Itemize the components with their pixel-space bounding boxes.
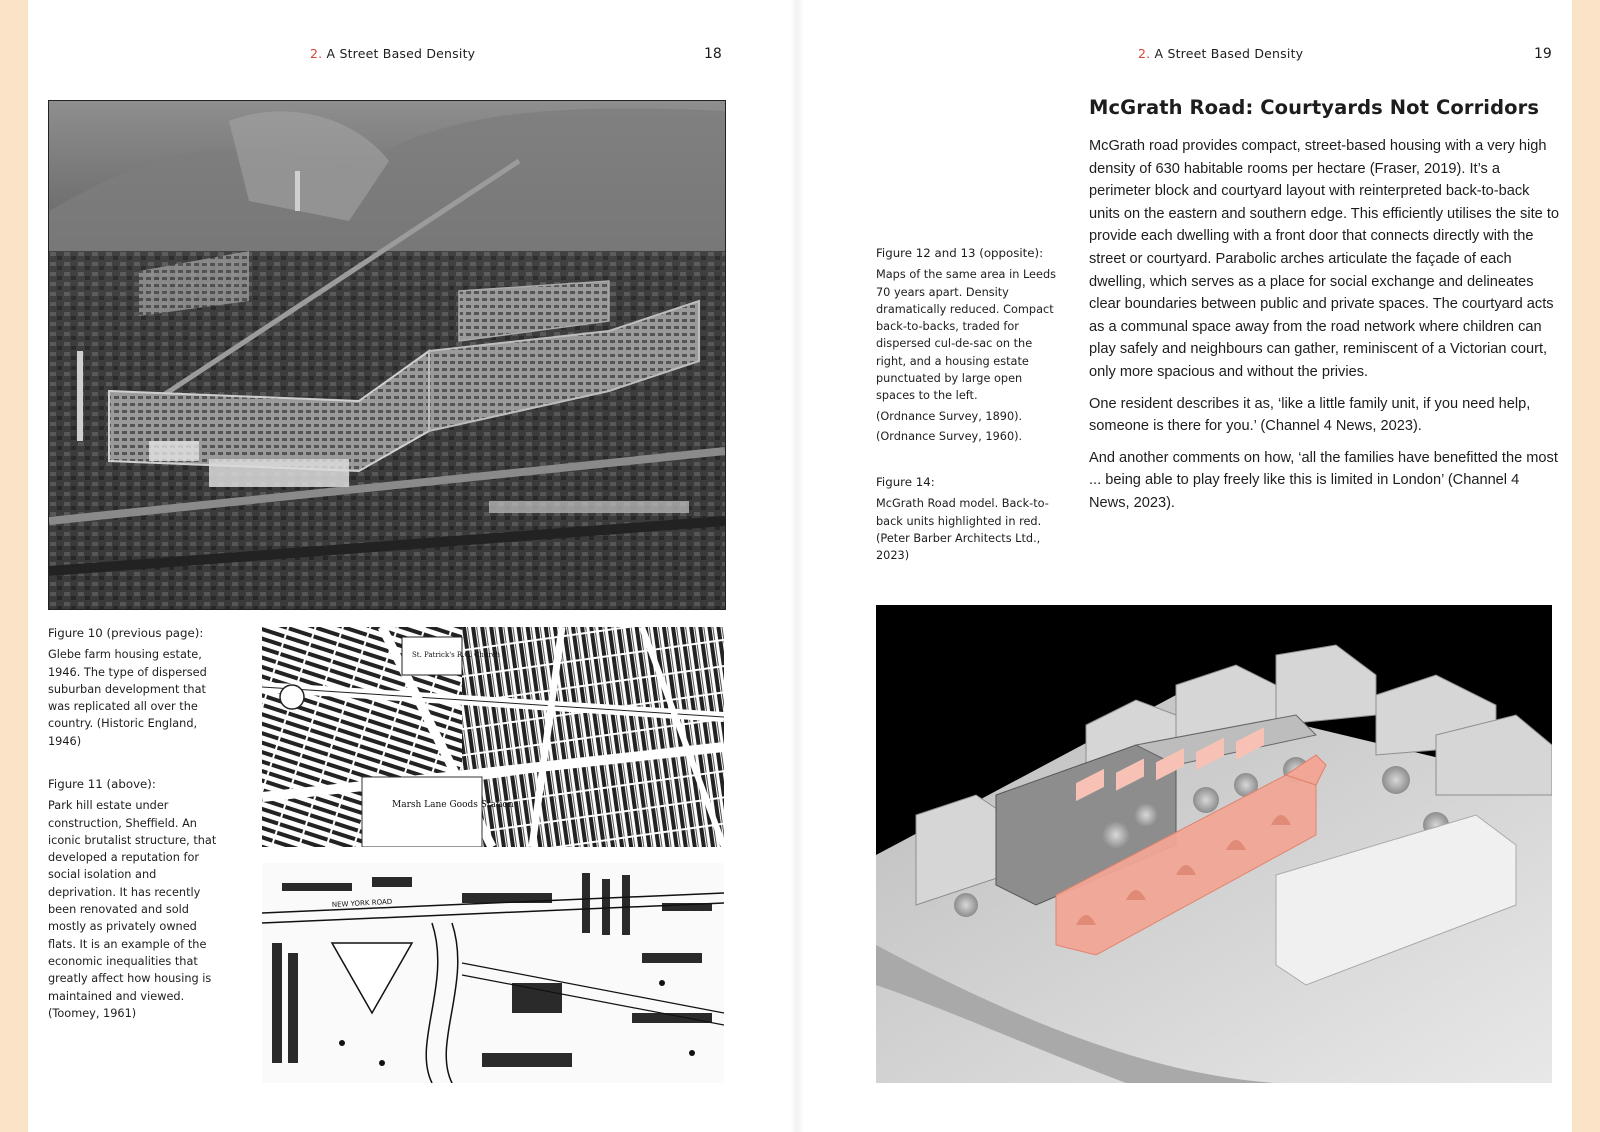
chapter-title: A Street Based Density — [326, 46, 476, 61]
caption-title: Figure 14: — [876, 475, 935, 489]
caption-text: McGrath Road model. Back-to-back units highlighted in red. (Peter Barber Architects Ltd., 2023) — [876, 497, 1049, 563]
body-paragraph-1: McGrath road provides compact, street-based housing with a very high density of 630 habitable rooms per hectare (Fraser, 2019). It’s a perimeter block and courtyard layout with reinterpreted back-to-back units on the eastern and southern edge. This efficiently utilises the site to provide each dwelling with a front door that connects directly with the street or courtyard. Parabolic arches articulate the façade of each dwelling, which serves as a place for social exchange and delineates clear boundaries between public and private spaces. The courtyard acts as a communal space away from the road network where children can play safely and neighbours can gather, reminiscent of a Victorian court, only more spacious and without the privies. — [1089, 138, 1559, 380]
map-label-church: St. Patrick's R.C. Church — [412, 651, 501, 659]
book-gutter — [790, 0, 804, 1132]
caption-reference-2: (Ordnance Survey, 1960). — [876, 429, 1023, 443]
mcgrath-road-model-image — [876, 605, 1552, 1083]
leeds-map-1960 — [262, 863, 724, 1083]
chapter-number: 2. — [310, 46, 323, 61]
map-label-road: NEW YORK ROAD — [331, 897, 393, 909]
figure-10-caption — [48, 625, 220, 750]
caption-text: Glebe farm housing estate, 1946. The type of dispersed suburban development that was replicated all over the country. (Historic England, 1946) — [48, 648, 207, 748]
chapter-number: 2. — [1138, 46, 1151, 61]
figure-12-13-caption — [876, 245, 1061, 445]
article-title: McGrath Road: Courtyards Not Corridors — [1089, 96, 1540, 119]
article-body — [1089, 135, 1559, 524]
caption-title: Figure 11 (above): — [48, 777, 156, 791]
caption-reference-1: (Ordnance Survey, 1890). — [876, 409, 1023, 423]
leeds-map-1890 — [262, 627, 724, 847]
caption-title: Figure 12 and 13 (opposite): — [876, 246, 1044, 260]
map-label-station: Marsh Lane Goods Station — [392, 800, 514, 810]
figure-14-caption — [876, 474, 1061, 564]
caption-text: Park hill estate under construction, Sheffield. An iconic brutalist structure, that developed a reputation for social isolation and deprivation. It has recently been renovated and sold mostly as privately owned flats. It is an example of the economic inequalities that greatly affect how housing is maintained and viewed. (Toomey, 1961) — [48, 799, 217, 1020]
caption-text: Maps of the same area in Leeds 70 years apart. Density dramatically reduced. Compact back-to-backs, traded for dispersed cul-de-sac on the right, and a housing estate punctuated by large open spaces to the left. — [876, 268, 1057, 403]
page-number-right: 19 — [1534, 46, 1552, 62]
running-header-left — [310, 46, 475, 61]
body-paragraph-3: And another comments on how, ‘all the families have benefitted the most ... being able to play freely like this is limited in London’ (Channel 4 News, 2023). — [1089, 449, 1558, 511]
figure-11-caption — [48, 776, 220, 1022]
park-hill-aerial-photo — [48, 100, 726, 610]
caption-title: Figure 10 (previous page): — [48, 626, 204, 640]
chapter-title: A Street Based Density — [1154, 46, 1304, 61]
running-header-right — [1138, 46, 1303, 61]
body-paragraph-2: One resident describes it as, ‘like a little family unit, if you need help, someone is there for you.’ (Channel 4 News, 2023). — [1089, 395, 1531, 435]
page-number-left: 18 — [704, 46, 722, 62]
